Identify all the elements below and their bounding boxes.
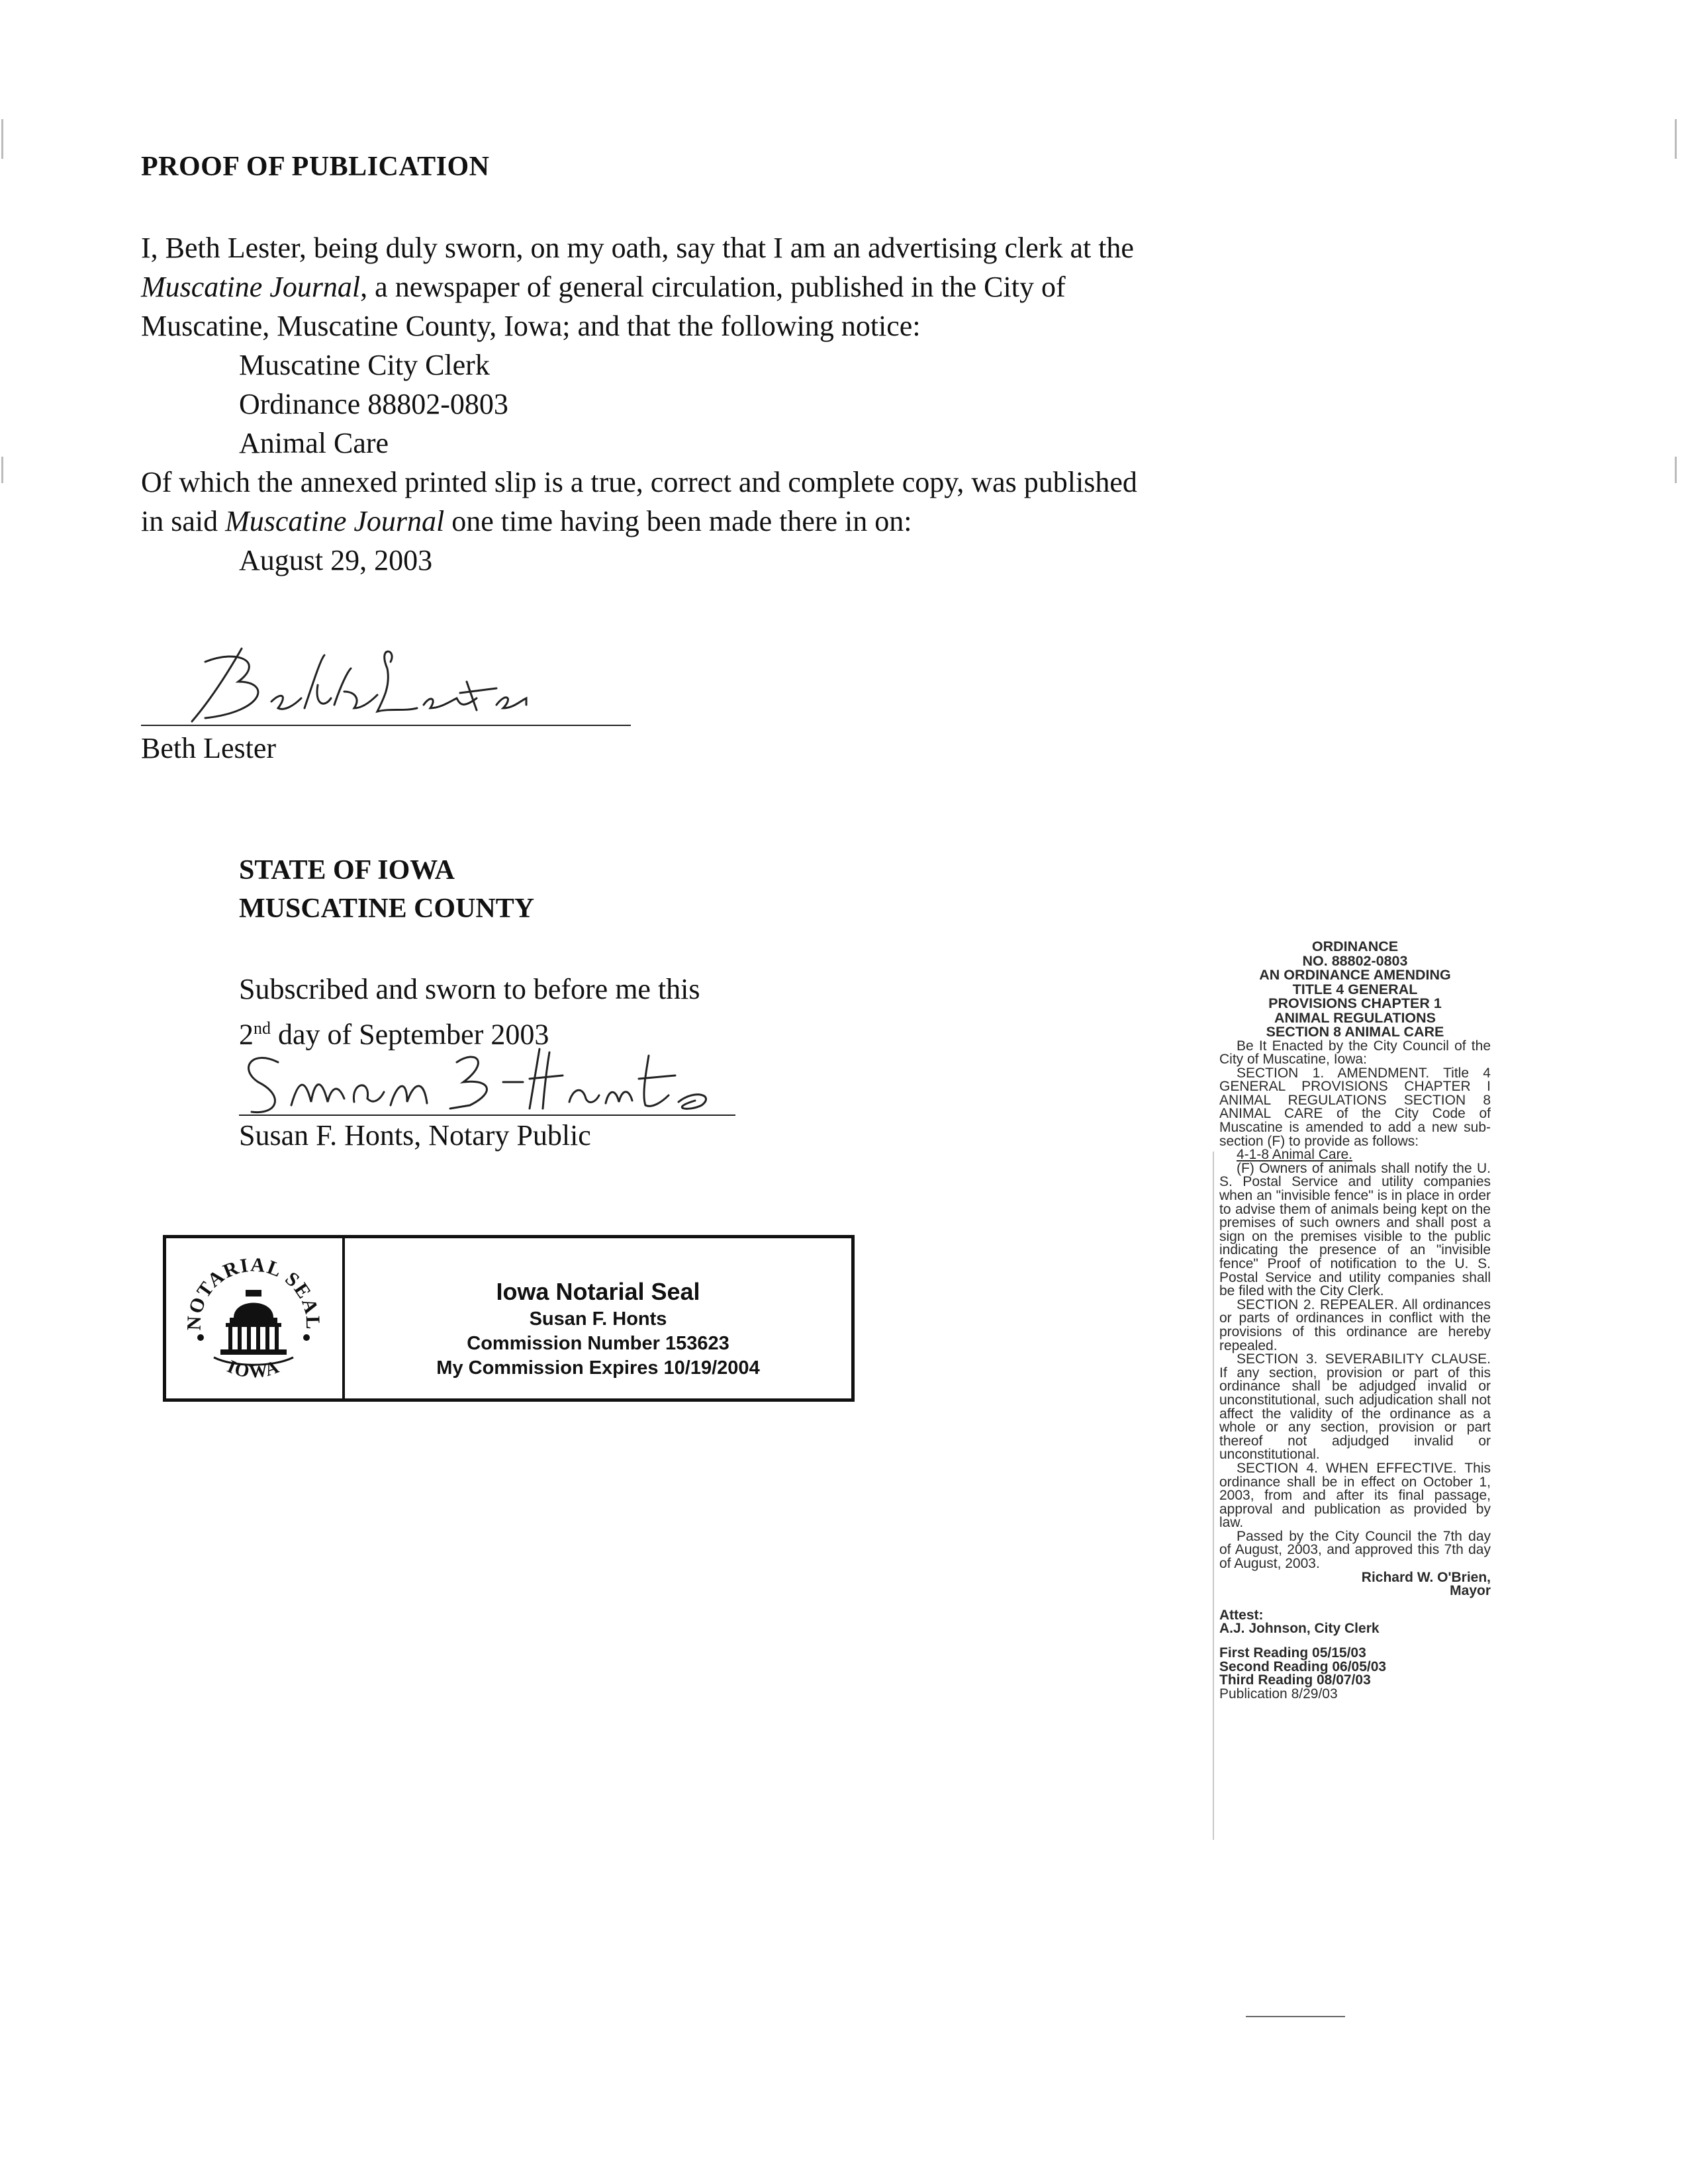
jurat-block (239, 970, 700, 1054)
clipping-paragraph: SECTION 4. WHEN EFFECTIVE. This ordinance shall be in effect on October 1, 2003, from and after its final passage, approval and publication as provided by law. (1219, 1460, 1491, 1531)
affidavit-line: I, Beth Lester, being duly sworn, on my oath, say that I am an advertising clerk at the (141, 232, 1134, 264)
jurat-day: 2 (239, 1018, 254, 1051)
clipping-heading-line: SECTION 8 ANIMAL CARE (1266, 1024, 1444, 1040)
affidavit-line: Muscatine, Muscatine County, Iowa; and that the following notice: (141, 310, 921, 342)
venue-county: MUSCATINE COUNTY (239, 893, 535, 924)
scan-edge-mark (1, 119, 3, 159)
clipping-heading-line: PROVISIONS CHAPTER 1 (1268, 995, 1442, 1011)
clerk-printed-name: Beth Lester (141, 732, 277, 764)
clipping-tail-rule (1246, 2016, 1345, 2017)
notarial-seal-box (163, 1235, 855, 1402)
clipping-paragraph: SECTION 1. AMENDMENT. Title 4 GENERAL PROVISIONS CHAPTER I ANIMAL REGULATIONS SECTION 8 ANIMAL CARE of the City Code of Muscatine is amended to add a new sub-section (F) to provide as follows: (1219, 1065, 1491, 1149)
clipping-mayor-title: Mayor (1450, 1583, 1491, 1599)
newspaper-clipping (1219, 940, 1491, 1701)
notary-signature (238, 1042, 728, 1122)
seal-text-block (345, 1277, 851, 1381)
notice-line: Animal Care (239, 427, 389, 459)
clipping-reading: First Reading 05/15/03 (1219, 1645, 1366, 1661)
clipping-paragraph: Be It Enacted by the City Council of the City of Muscatine, Iowa: (1219, 1038, 1491, 1068)
affidavit-text: , a newspaper of general circulation, published in the City of (360, 271, 1066, 303)
seal-commission-number: Commission Number 153623 (467, 1333, 729, 1354)
notary-printed-name: Susan F. Honts, Notary Public (239, 1119, 591, 1152)
clipping-paragraph: Passed by the City Council the 7th day of August, 2003, and approved this 7th day of August, 2003. (1219, 1528, 1491, 1572)
clipping-attest-name: A.J. Johnson, City Clerk (1219, 1621, 1380, 1637)
jurat-ordinal: nd (254, 1019, 271, 1038)
newspaper-name: Muscatine Journal (141, 271, 361, 303)
affidavit-text: one time having been made there in on: (444, 505, 912, 537)
clipping-heading-line: ANIMAL REGULATIONS (1274, 1009, 1436, 1026)
seal-title: Iowa Notarial Seal (496, 1278, 700, 1305)
signature-line (141, 725, 631, 726)
notice-line: Ordinance 88802-0803 (239, 388, 508, 420)
seal-emblem-bottom: IOWA (224, 1356, 283, 1383)
clipping-subsection-title: 4-1-8 Animal Care. (1237, 1147, 1353, 1163)
affidavit-line (141, 502, 1333, 541)
clipping-heading-line: NO. 88802-0803 (1302, 952, 1408, 969)
clerk-signature (165, 645, 536, 731)
clipping-reading: Second Reading 06/05/03 (1219, 1659, 1387, 1674)
seal-notary-name: Susan F. Honts (529, 1308, 667, 1330)
affidavit-text: in said (141, 505, 226, 537)
clipping-paragraph: SECTION 2. REPEALER. All ordinances or parts of ordinances in conflict with the provisions of this ordinance are hereby repealed. (1219, 1297, 1491, 1353)
jurat-text: day of September 2003 (271, 1018, 549, 1051)
jurat-line: Subscribed and sworn to before me this (239, 973, 700, 1005)
newspaper-name: Muscatine Journal (225, 505, 445, 537)
publication-date: August 29, 2003 (239, 544, 433, 576)
notary-signature-line (239, 1115, 735, 1116)
clipping-paragraph: (F) Owners of animals shall notify the U. S. Postal Service and utility companies when an "invisible fence" is in place in order to advise them of animals being kept on the premises of such owners and shall post a sign on the premises visible to the public indicating the presence of an "invisible fence" Proof of notification to the U. S. Postal Service and utility companies shall be filed with the City Clerk. (1219, 1160, 1491, 1299)
affidavit-line (141, 267, 1333, 306)
clipping-paragraph (1219, 1148, 1491, 1162)
clipping-reading: Third Reading 08/07/03 (1219, 1672, 1371, 1688)
scan-edge-mark (1, 457, 3, 483)
venue-state: STATE OF IOWA (239, 855, 455, 886)
affidavit-paragraph (141, 228, 1333, 580)
affidavit-line: Of which the annexed printed slip is a true, correct and complete copy, was published (141, 466, 1137, 498)
clipping-edge (1213, 1152, 1214, 1840)
clipping-attest-label: Attest: (1219, 1607, 1264, 1623)
document-title: PROOF OF PUBLICATION (141, 152, 490, 182)
clipping-heading-line: ORDINANCE (1311, 938, 1399, 954)
notice-line: Muscatine City Clerk (239, 349, 490, 381)
svg-text:IOWA (224, 1356, 283, 1382)
clipping-heading-line: AN ORDINANCE AMENDING (1259, 967, 1451, 983)
clipping-paragraph: SECTION 3. SEVERABILITY CLAUSE. If any section, provision or part of this ordinance shall be adjudged invalid or unconstitutional, such adjudication shall not affect the validity of the ordinance as a whole or any section, provision or part thereof not adjudged invalid or unconstitutional. (1219, 1351, 1491, 1463)
scan-edge-mark (1675, 119, 1677, 159)
seal-emblem-top: NOTARIAL SEAL (183, 1253, 324, 1331)
clipping-publication: Publication 8/29/03 (1219, 1686, 1338, 1702)
clipping-mayor-name: Richard W. O'Brien, (1361, 1569, 1491, 1585)
seal-commission-expires: My Commission Expires 10/19/2004 (436, 1357, 760, 1379)
notarial-seal-emblem (174, 1245, 333, 1394)
scan-edge-mark (1675, 457, 1677, 483)
venue-block (239, 851, 534, 928)
clipping-heading-line: TITLE 4 GENERAL (1292, 981, 1418, 997)
